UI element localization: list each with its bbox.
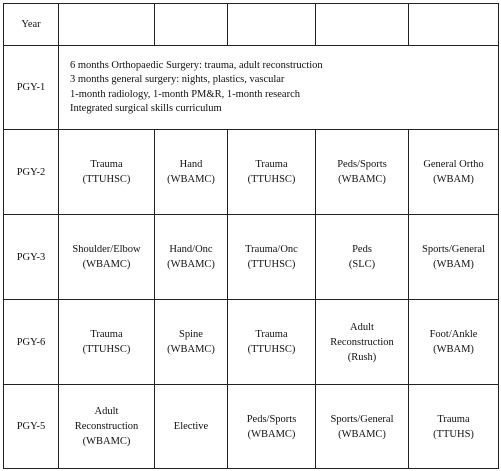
table-row-pgy1 <box>4 46 499 130</box>
table-row <box>4 385 499 469</box>
rotation-cell-line: Adult <box>94 406 119 417</box>
rotation-cell-line: Spine <box>179 329 203 340</box>
empty-header-cell <box>155 4 228 46</box>
rotation-cell-line: (WBAMC) <box>82 259 131 270</box>
rotation-cell-line: Peds <box>352 244 372 255</box>
pgy1-line: Integrated surgical skills curriculum <box>70 103 222 114</box>
rotation-cell <box>155 215 228 300</box>
rotation-cell <box>228 130 316 215</box>
rotation-cell <box>409 215 499 300</box>
rotation-cell-line: Hand <box>179 159 203 170</box>
pgy1-line: 1-month radiology, 1-month PM&R, 1-month research <box>70 88 300 100</box>
rotation-cell <box>155 385 228 469</box>
rotation-cell-line: Foot/Ankle <box>429 329 478 340</box>
rotation-cell <box>155 130 228 215</box>
rotation-cell <box>316 385 409 469</box>
rotation-cell-line: (WBAMC) <box>167 344 215 355</box>
rotation-cell-line: (WBAMC) <box>338 428 386 440</box>
rotation-cell <box>228 215 316 300</box>
rotation-cell-line: Trauma <box>255 329 288 340</box>
rotation-cell-line: Elective <box>173 421 209 432</box>
rotation-cell-line: (WBAM) <box>433 344 474 355</box>
rotation-cell <box>59 130 155 215</box>
rotation-cell <box>409 130 499 215</box>
rotation-cell-line: General Ortho <box>423 159 484 170</box>
rotation-cell <box>59 300 155 385</box>
year-header-cell: Year <box>4 4 59 46</box>
rotation-cell-line: Trauma <box>437 413 470 425</box>
rotation-cell <box>59 385 155 469</box>
rotation-cell <box>316 215 409 300</box>
rotation-cell-line: (WBAMC) <box>167 174 215 185</box>
rotation-cell-line: Hand/Onc <box>169 244 213 255</box>
rotation-cell-line: Peds/Sports <box>337 159 387 170</box>
rotation-cell-line: Shoulder/Elbow <box>72 244 141 255</box>
rotation-cell-line: (WBAMC) <box>247 428 296 440</box>
row-label: PGY-3 <box>4 215 59 300</box>
rotation-cell-line: Trauma <box>255 159 288 170</box>
rotation-cell-line: Trauma <box>90 159 123 170</box>
rotation-cell-line: (TTUHSC) <box>82 174 131 185</box>
rotation-cell-line: (SLC) <box>348 259 376 270</box>
row-label: PGY-2 <box>4 130 59 215</box>
rotation-cell-line: (TTUHS) <box>433 428 474 440</box>
rotation-cell <box>228 385 316 469</box>
rotation-cell <box>316 300 409 385</box>
rotation-cell-line: (Rush) <box>347 351 377 363</box>
rotation-cell <box>316 130 409 215</box>
rotation-cell <box>228 300 316 385</box>
rotation-cell-line: (WBAMC) <box>338 174 386 185</box>
pgy1-line: 3 months general surgery: nights, plastics, vascular <box>70 74 285 85</box>
rotation-cell-line: Sports/General <box>330 413 394 425</box>
rotation-cell-line: (TTUHSC) <box>247 174 296 185</box>
header-row <box>4 4 499 46</box>
rotation-cell-line: (WBAM) <box>433 259 474 270</box>
empty-header-cell <box>59 4 155 46</box>
table-row <box>4 215 499 300</box>
rotation-cell-line: (WBAM) <box>433 174 474 185</box>
rotation-cell-line: (TTUHSC) <box>247 259 296 270</box>
rotation-cell <box>409 300 499 385</box>
rotation-cell-line: Adult <box>350 321 374 333</box>
rotation-cell-line: Trauma <box>90 329 123 340</box>
rotation-cell-line: (TTUHSC) <box>247 344 296 355</box>
rotation-cell-line: (TTUHSC) <box>82 344 131 355</box>
rotation-cell-line: Reconstruction <box>74 421 139 432</box>
row-label-pgy1: PGY-1 <box>4 46 59 130</box>
rotation-cell-line: (WBAMC) <box>82 436 131 447</box>
rotation-cell-line: Trauma/Onc <box>245 244 298 255</box>
rotation-cell-line: Peds/Sports <box>246 413 297 425</box>
rotation-cell-line: Reconstruction <box>330 336 394 348</box>
table-row <box>4 300 499 385</box>
row-label: PGY-6 <box>4 300 59 385</box>
pgy1-line: 6 months Orthopaedic Surgery: trauma, adult reconstruction <box>70 59 323 71</box>
rotation-cell-line: Sports/General <box>422 244 485 255</box>
empty-header-cell <box>316 4 409 46</box>
rotation-cell <box>409 385 499 469</box>
empty-header-cell <box>228 4 316 46</box>
pgy1-description-cell <box>59 46 499 130</box>
row-label: PGY-5 <box>4 385 59 469</box>
rotation-cell <box>59 215 155 300</box>
rotation-cell <box>155 300 228 385</box>
rotation-cell-line: (WBAMC) <box>167 259 215 270</box>
rotation-schedule-table <box>3 3 499 469</box>
empty-header-cell <box>409 4 499 46</box>
table-row <box>4 130 499 215</box>
